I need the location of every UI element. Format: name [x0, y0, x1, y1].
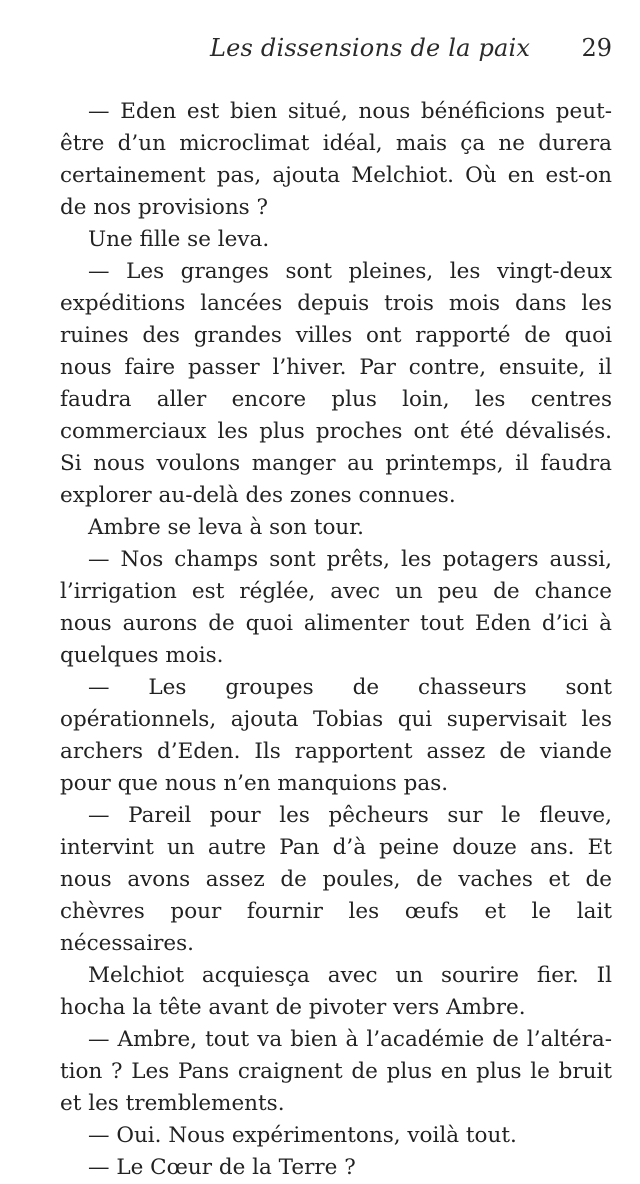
running-header — [60, 34, 612, 74]
running-title: Les dissensions de la paix — [210, 34, 531, 62]
paragraph: — Eden est bien situé, nous bénéficions peut-être d’un microclimat idéal, mais ça ne durera certainement pas, ajouta Melchiot. Où en est-on de nos provisions ? — [60, 99, 612, 220]
paragraph: — Les groupes de chasseurs sont opérationnels, ajouta Tobias qui supervisait les archers d’Eden. Ils rapportent assez de viande pour que nous n’en manquions pas. — [60, 675, 612, 796]
paragraph: — Pareil pour les pêcheurs sur le fleuve, intervint un autre Pan d’à peine douze ans. Et nous avons assez de poules, de vaches et de chèvres pour fournir les œufs et le lait nécessaires. — [60, 803, 612, 956]
paragraph: — Les granges sont pleines, les vingt-deux expéditions lancées depuis trois mois dans les ruines des grandes villes ont rapporté de quoi nous faire passer l’hiver. Par contre, ensuite, il faudra aller encore plus loin, les centres commerciaux les plus proches ont été dévalisés. Si nous voulons manger au printemps, il faudra explorer au-delà des zones connues. — [60, 259, 612, 508]
paragraph: — Oui. Nous expérimentons, voilà tout. — [88, 1123, 517, 1148]
paragraph: Une fille se leva. — [88, 227, 270, 252]
paragraph: — Ambre, tout va bien à l’académie de l’altération ? Les Pans craignent de plus en plus le bruit et les tremblements. — [60, 1027, 612, 1116]
paragraph: — Nos champs sont prêts, les potagers aussi, l’irrigation est réglée, avec un peu de chance nous aurons de quoi alimenter tout Eden d’ici à quelques mois. — [60, 547, 612, 668]
paragraph: Melchiot acquiesça avec un sourire fier. Il hocha la tête avant de pivoter vers Ambre. — [60, 963, 612, 1020]
body-text — [60, 96, 612, 1184]
paragraph: — Le Cœur de la Terre ? — [88, 1155, 356, 1180]
paragraph: Ambre se leva à son tour. — [88, 515, 364, 540]
page-number: 29 — [581, 34, 612, 62]
